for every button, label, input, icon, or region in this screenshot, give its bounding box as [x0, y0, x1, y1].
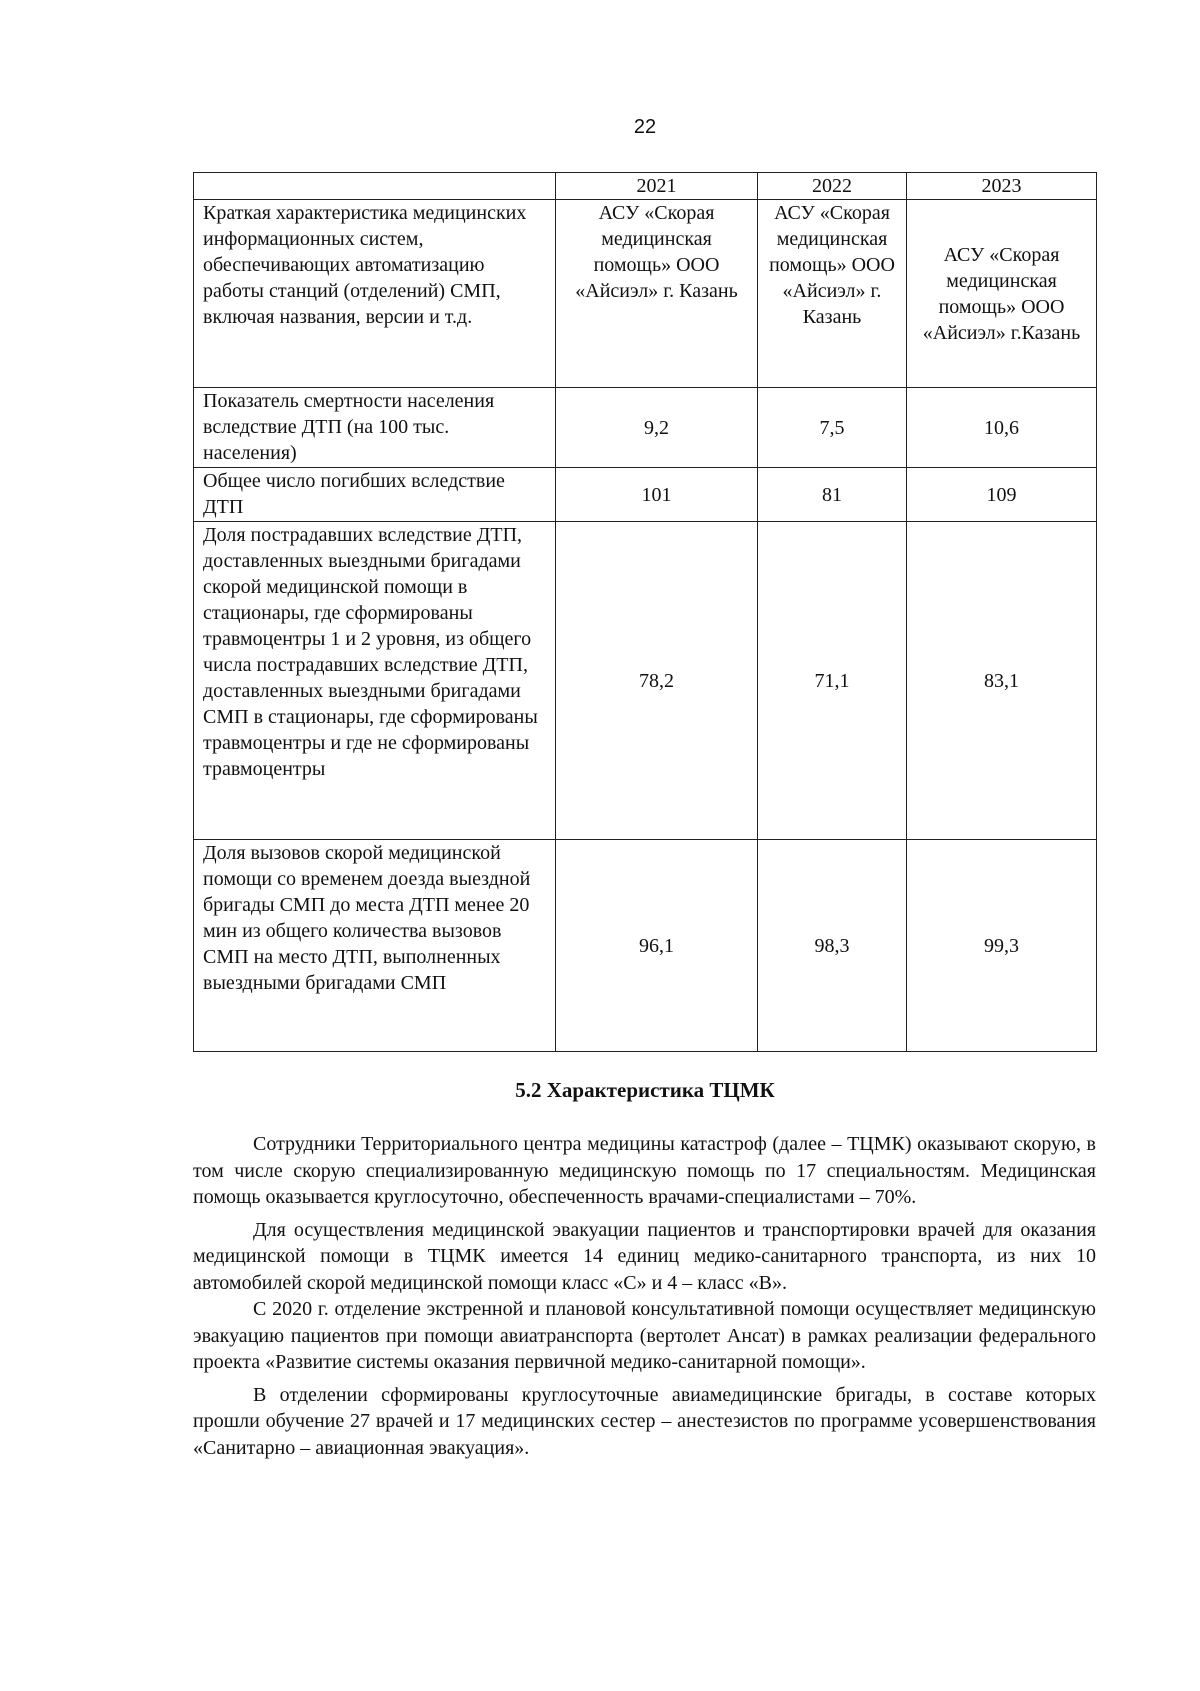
- paragraph: Сотрудники Территориального центра медицины катастроф (далее – ТЦМК) оказывают скорую, в том числе скорую специализированную медицинскую помощь по 17 специальностям. Медицинская помощь оказывается круглосуточно, обеспеченность врачами-специалистами – 70%.: [193, 1133, 1096, 1208]
- table-row: [194, 522, 1097, 840]
- table-row: [194, 468, 1097, 522]
- table-row: [194, 388, 1097, 468]
- table-cell: 98,3: [758, 840, 907, 1052]
- table-header-cell: [194, 173, 556, 200]
- section-body: [193, 1131, 1096, 1467]
- table-cell: 109: [907, 468, 1097, 522]
- table-cell: 9,2: [556, 388, 758, 468]
- table-cell: 71,1: [758, 522, 907, 840]
- paragraph: С 2020 г. отделение экстренной и плановой консультативной помощи осуществляет медицинскую эвакуацию пациентов при помощи авиатранспорта (вертолет Ансат) в рамках реализации федерального проекта «Развитие системы оказания первичной медико-санитарной помощи».: [193, 1298, 1096, 1373]
- section-title: 5.2 Характеристика ТЦМК: [515, 1078, 775, 1102]
- table-cell: 101: [556, 468, 758, 522]
- table-cell: 10,6: [907, 388, 1097, 468]
- table-header-cell: 2021: [556, 173, 758, 200]
- table-header-row: [194, 173, 1097, 200]
- row-label: Доля пострадавших вследствие ДТП, доставленных выездными бригадами скорой медицинской помощи в стационары, где сформированы травмоцентры 1 и 2 уровня, из общего числа пострадавших вследствие ДТП, доставленных выездными бригадами СМП в стационары, где сформированы травмоцентры и где не сформированы травмоцентры: [194, 522, 556, 840]
- table-cell: 7,5: [758, 388, 907, 468]
- row-label: Доля вызовов скорой медицинской помощи со временем доезда выездной бригады СМП до места ДТП менее 20 мин из общего количества вызовов СМП на место ДТП, выполненных выездными бригадами СМП: [194, 840, 556, 1052]
- table-cell: 99,3: [907, 840, 1097, 1052]
- table-cell: АСУ «Скорая медицинская помощь» ООО «Айсиэл» г. Казань: [556, 200, 758, 388]
- table-cell: АСУ «Скорая медицинская помощь» ООО «Айсиэл» г. Казань: [758, 200, 907, 388]
- table-cell: 96,1: [556, 840, 758, 1052]
- table-cell: АСУ «Скорая медицинская помощь» ООО «Айсиэл» г.Казань: [907, 200, 1097, 388]
- row-label: Краткая характеристика медицинских информационных систем, обеспечивающих автоматизацию работы станций (отделений) СМП, включая названия, версии и т.д.: [194, 200, 556, 388]
- table-row: [194, 200, 1097, 388]
- row-label: Общее число погибших вследствие ДТП: [194, 468, 556, 522]
- table-header-cell: 2023: [907, 173, 1097, 200]
- table-cell: 81: [758, 468, 907, 522]
- indicators-table: [193, 172, 1097, 1052]
- row-label: Показатель смертности населения вследствие ДТП (на 100 тыс. населения): [194, 388, 556, 468]
- table-cell: 78,2: [556, 522, 758, 840]
- table-header-cell: 2022: [758, 173, 907, 200]
- table-cell: 83,1: [907, 522, 1097, 840]
- paragraph: В отделении сформированы круглосуточные авиамедицинские бригады, в составе которых прошли обучение 27 врачей и 17 медицинских сестер – анестезистов по программе усовершенствования «Санитарно – авиационная эвакуация».: [193, 1383, 1096, 1459]
- page-number: 22: [633, 116, 657, 138]
- paragraph: Для осуществления медицинской эвакуации пациентов и транспортировки врачей для оказания медицинской помощи в ТЦМК имеется 14 единиц медико-санитарного транспорта, из них 10 автомобилей скорой медицинской помощи класс «С» и 4 – класс «В».: [193, 1218, 1096, 1294]
- table-row: [194, 840, 1097, 1052]
